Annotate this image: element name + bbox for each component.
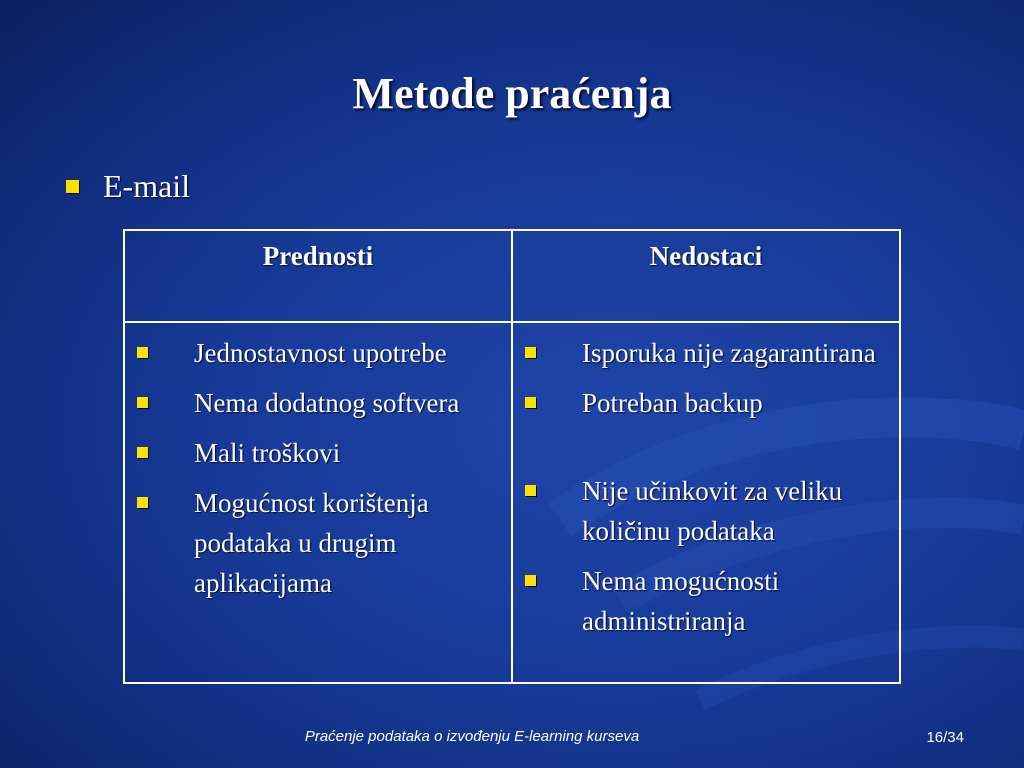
advantages-list — [125, 323, 511, 603]
list-item — [137, 383, 503, 423]
bullet-square-icon — [137, 347, 148, 358]
list-item — [525, 383, 891, 423]
disadvantages-list — [513, 323, 899, 641]
bullet-square-icon — [137, 447, 148, 458]
list-item-text: Nije učinkovit za veliku količinu podataka — [582, 476, 843, 546]
slide-title: Metode praćenja — [352, 69, 672, 118]
list-item-text: Mogućnost korištenja podataka u drugim aplikacijama — [194, 488, 429, 598]
list-item-text: Nema mogućnosti administriranja — [582, 566, 780, 636]
bullet-square-icon — [525, 485, 536, 496]
list-item-text: Jednostavnost upotrebe — [194, 338, 447, 368]
header-advantages: Prednosti — [124, 230, 512, 322]
table-body-row — [124, 322, 900, 683]
comparison-table — [123, 229, 901, 684]
page-number: 16/34 — [926, 729, 964, 746]
list-item-text: Nema dodatnog softvera — [194, 388, 460, 418]
list-item — [525, 561, 891, 641]
main-bullet-text: E-mail — [103, 168, 191, 204]
bullet-square-icon — [525, 397, 536, 408]
bullet-square-icon — [66, 180, 79, 193]
list-item — [137, 483, 503, 603]
bullet-square-icon — [525, 575, 536, 586]
bullet-square-icon — [525, 347, 536, 358]
slide-footer: Praćenje podataka o izvođenju E-learning kurseva — [304, 728, 640, 745]
list-item-text: Isporuka nije zagarantirana — [582, 338, 876, 368]
list-item-text: Mali troškovi — [194, 438, 341, 468]
list-item — [137, 333, 503, 373]
bullet-square-icon — [137, 497, 148, 508]
list-item — [525, 333, 891, 373]
table-header-row — [124, 230, 900, 322]
list-item — [137, 433, 503, 473]
list-item — [525, 471, 891, 551]
disadvantages-cell — [512, 322, 900, 683]
main-bullet — [62, 168, 190, 205]
advantages-cell — [124, 322, 512, 683]
header-disadvantages: Nedostaci — [512, 230, 900, 322]
bullet-square-icon — [137, 397, 148, 408]
list-item-text: Potreban backup — [582, 388, 763, 418]
